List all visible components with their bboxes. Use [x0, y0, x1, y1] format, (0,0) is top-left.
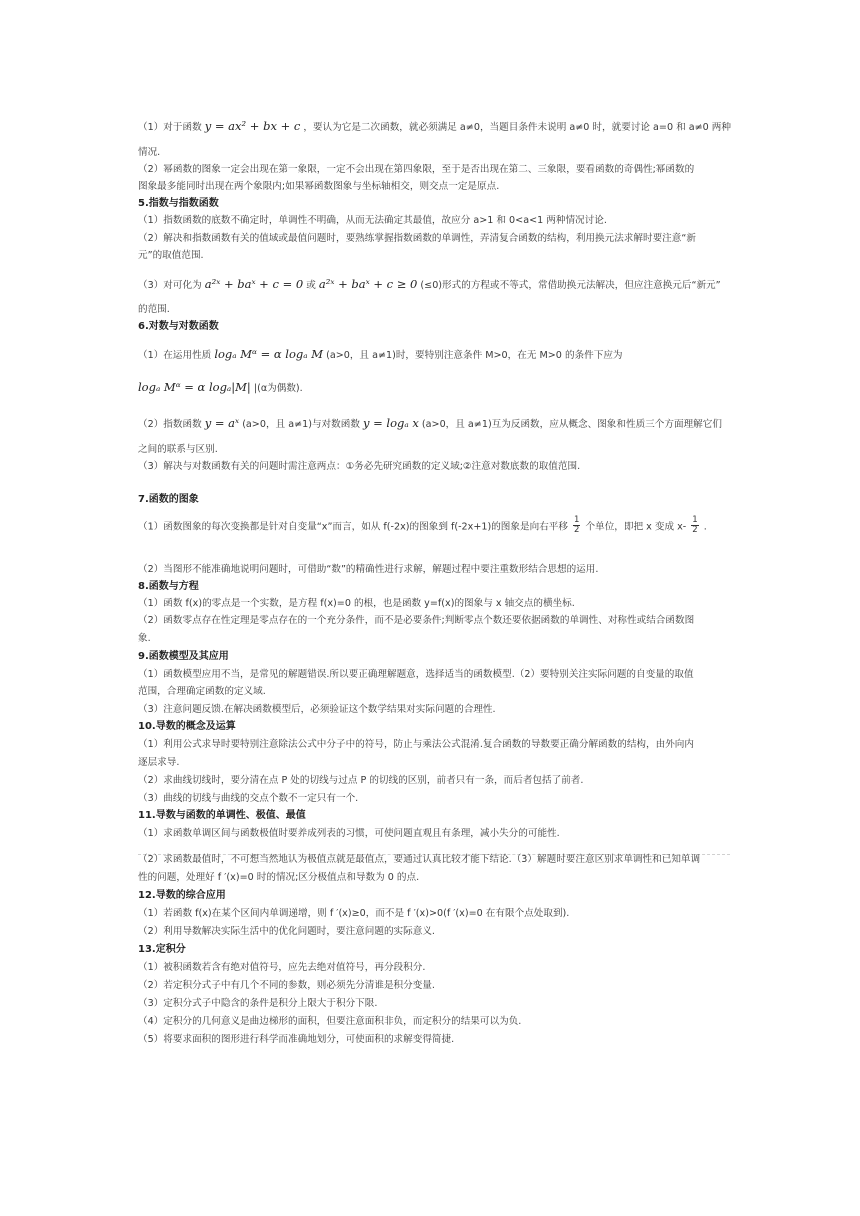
fraction-numerator: 1	[574, 515, 580, 525]
text-line	[138, 119, 730, 135]
text-line: （2）利用导数解决实际生活中的优化问题时，要注意问题的实际意义.	[138, 926, 435, 937]
fraction-numerator: 1	[692, 515, 698, 525]
section-heading-12: 12.导数的综合应用	[138, 890, 226, 901]
formula-exp-function: y = aˣ	[204, 416, 240, 430]
text-segment: .	[703, 521, 707, 533]
text-line: （1）若函数 f(x)在某个区间内单调递增，则 f ′(x)≥0，而不是 f ′(x)>0(f ′(x)=0 在有限个点处取到).	[138, 908, 570, 919]
text-segment: （3）对可化为	[138, 280, 202, 291]
text-line: （2）幂函数的图象一定会出现在第一象限，一定不会出现在第四象限，至于是否出现在第二、三象限，要看函数的奇偶性;幂函数的	[138, 164, 695, 175]
text-segment: 个单位，即把 x 变成 x-	[585, 521, 687, 533]
text-segment: (a>0，且 a≠1)互为反函数，应从概念、图象和性质三个方面理解它们	[421, 419, 722, 430]
section-heading-8: 8.函数与方程	[138, 581, 199, 592]
text-line: （2）若定积分式子中有几个不同的参数，则必须先分清谁是积分变量.	[138, 980, 435, 991]
text-line: 元”的取值范围.	[138, 250, 204, 261]
section-heading-11: 11.导数与函数的单调性、极值、最值	[138, 810, 306, 821]
text-segment: 或	[306, 280, 316, 291]
text-line: （1）函数模型应用不当，是常见的解题错误.所以要正确理解题意，选择适当的函数模型.（2）要特别关注实际问题的自变量的取值	[138, 669, 694, 680]
formula-exponential-inequality: a²ˣ + baˣ + c ≥ 0	[318, 277, 418, 291]
formula-exponential-equation: a²ˣ + baˣ + c = 0	[204, 277, 304, 291]
text-line: （1）函数 f(x)的零点是一个实数，是方程 f(x)=0 的根，也是函数 y=f(x)的图象与 x 轴交点的横坐标.	[138, 598, 575, 609]
fraction-denominator: 2	[692, 525, 698, 535]
text-line: 性的问题，处理好 f ′(x)=0 时的情况;区分极值点和导数为 0 的点.	[138, 872, 420, 883]
text-line	[138, 347, 730, 363]
text-line: 象.	[138, 633, 151, 644]
fraction-one-half	[573, 516, 580, 535]
fraction-denominator: 2	[574, 525, 580, 535]
text-line: （3）定积分式子中隐含的条件是积分上限大于积分下限.	[138, 998, 378, 1009]
section-heading-13: 13.定积分	[138, 944, 186, 955]
text-line: （1）被积函数若含有绝对值符号，应先去绝对值符号，再分段积分.	[138, 962, 426, 973]
section-heading-5: 5.指数与指数函数	[138, 198, 219, 209]
text-line: （2）求函数最值时，不可想当然地认为极值点就是最值点，要通过认真比较才能下结论.（3）解题时要注意区别求单调性和已知单调	[138, 854, 701, 865]
text-line: （1）利用公式求导时要特别注意除法公式中分子中的符号，防止与乘法公式混淆.复合函数的导数要正确分解函数的结构，由外向内	[138, 739, 694, 750]
text-segment: （2）指数函数	[138, 419, 202, 430]
formula-log-function: y = logₐ x	[362, 416, 419, 430]
text-line: 情况.	[138, 147, 161, 158]
text-line: 之间的联系与区别.	[138, 444, 218, 455]
text-segment: (a>0，且 a≠1)与对数函数	[242, 419, 360, 430]
text-segment: (≤0)形式的方程或不等式，常借助换元法解决，但应注意换元后“新元”	[420, 280, 721, 291]
text-line: （1）指数函数的底数不确定时，单调性不明确，从而无法确定其最值，故应分 a>1 和 0<a<1 两种情况讨论.	[138, 215, 607, 226]
formula-log-power: logₐ Mᵅ = α logₐ M	[214, 347, 324, 361]
text-line: （2）函数零点存在性定理是零点存在的一个充分条件，而不是必要条件;判断零点个数还要依据函数的单调性、对称性或结合函数图	[138, 615, 695, 626]
text-line	[138, 380, 730, 396]
fraction-one-half	[691, 516, 698, 535]
text-line: （4）定积分的几何意义是曲边梯形的面积，但要注意面积非负，而定积分的结果可以为负.	[138, 1016, 522, 1027]
text-segment: （1）在运用性质	[138, 350, 212, 361]
text-line: （2）当图形不能准确地说明问题时，可借助“数”的精确性进行求解，解题过程中要注重数形结合思想的运用.	[138, 564, 599, 575]
text-segment: |(α为偶数).	[253, 383, 303, 394]
text-line: （1）求函数单调区间与函数极值时要养成列表的习惯，可使问题直观且有条理，减小失分的可能性.	[138, 828, 560, 839]
text-segment: (a>0，且 a≠1)时，要特别注意条件 M>0，在无 M>0 的条件下应为	[326, 350, 623, 361]
text-line: 逐层求导.	[138, 757, 180, 768]
text-line	[138, 277, 730, 293]
text-segment: （1）函数图象的每次变换都是针对自变量“x”而言，如从 f(-2x)的图象到 f(-2x+1)的图象是向右平移	[138, 521, 568, 533]
formula-log-abs: logₐ Mᵅ = α logₐ|M|	[138, 380, 251, 394]
formula-quadratic: y = ax² + bx + c	[204, 119, 301, 133]
text-line: （5）将要求面积的图形进行科学而准确地划分，可使面积的求解变得简捷.	[138, 1034, 455, 1045]
section-heading-6: 6.对数与对数函数	[138, 321, 219, 332]
text-line	[138, 517, 730, 536]
text-line: （3）注意问题反馈.在解决函数模型后，必须验证这个数学结果对实际问题的合理性.	[138, 704, 496, 715]
text-line: 的范围.	[138, 304, 170, 315]
section-heading-10: 10.导数的概念及运算	[138, 721, 236, 732]
text-line: （3）解决与对数函数有关的问题时需注意两点：①务必先研究函数的定义域;②注意对数底数的取值范围.	[138, 461, 581, 472]
text-line: 图象最多能同时出现在两个象限内;如果幂函数图象与坐标轴相交，则交点一定是原点.	[138, 181, 500, 192]
text-line: （3）曲线的切线与曲线的交点个数不一定只有一个.	[138, 793, 359, 804]
text-line: 范围，合理确定函数的定义域.	[138, 686, 266, 697]
text-line: （2）求曲线切线时，要分清在点 P 处的切线与过点 P 的切线的区别，前者只有一条，而后者包括了前者.	[138, 775, 584, 786]
text-line	[138, 416, 730, 432]
text-segment: ，要认为它是二次函数，就必须满足 a≠0，当题目条件未说明 a≠0 时，就要讨论 a=0 和 a≠0 两种	[303, 122, 731, 133]
section-heading-9: 9.函数模型及其应用	[138, 651, 229, 662]
text-line: （2）解决和指数函数有关的值域或最值问题时，要熟练掌握指数函数的单调性，弄清复合函数的结构，利用换元法求解时要注意“新	[138, 233, 696, 244]
text-segment: （1）对于函数	[138, 122, 202, 133]
section-heading-7: 7.函数的图象	[138, 494, 199, 505]
